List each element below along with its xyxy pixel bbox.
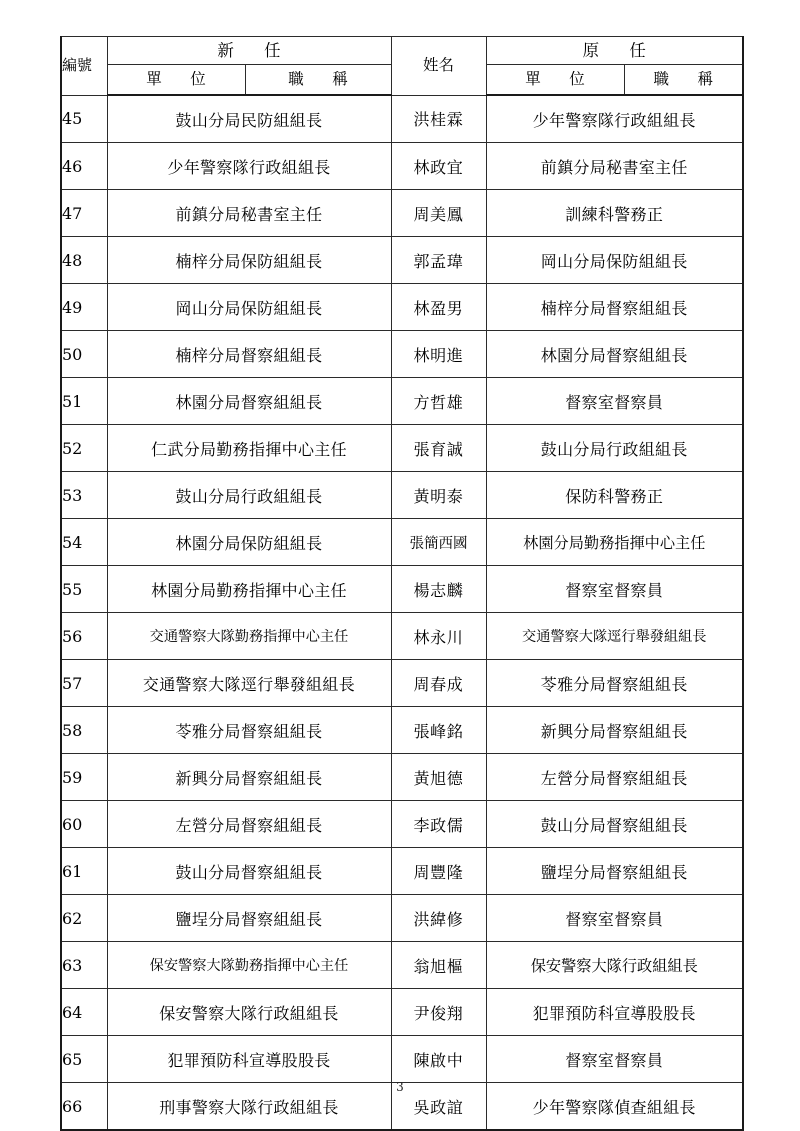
row-number: 57 [61,660,107,707]
row-number: 66 [61,1083,107,1131]
person-name: 楊志麟 [391,566,486,613]
person-name: 黃旭德 [391,754,486,801]
former-assignment: 督察室督察員 [486,895,743,942]
person-name: 張育誠 [391,425,486,472]
row-number: 61 [61,848,107,895]
table-row [61,895,743,942]
new-assignment: 少年警察隊行政組組長 [107,143,391,190]
column-header-id: 編號 [61,37,107,96]
new-assignment: 楠梓分局督察組組長 [107,331,391,378]
new-assignment: 岡山分局保防組組長 [107,284,391,331]
former-assignment: 少年警察隊偵查組組長 [486,1083,743,1131]
column-header-name: 姓名 [391,37,486,96]
new-assignment: 新興分局督察組組長 [107,754,391,801]
former-assignment: 督察室督察員 [486,378,743,425]
former-assignment: 楠梓分局督察組組長 [486,284,743,331]
header-row-groups [61,37,743,65]
column-header-new-unit: 單 位 [107,65,245,96]
new-assignment: 鼓山分局民防組組長 [107,95,391,143]
row-number: 59 [61,754,107,801]
former-assignment: 訓練科警務正 [486,190,743,237]
column-header-new-assignment: 新 任 [107,37,391,65]
former-assignment: 岡山分局保防組組長 [486,237,743,284]
person-name: 張峰銘 [391,707,486,754]
table-row [61,989,743,1036]
person-name: 方哲雄 [391,378,486,425]
table-row [61,660,743,707]
table-row [61,942,743,989]
former-assignment: 新興分局督察組組長 [486,707,743,754]
row-number: 48 [61,237,107,284]
person-name: 洪桂霖 [391,95,486,143]
table-row [61,707,743,754]
former-assignment: 督察室督察員 [486,566,743,613]
new-assignment: 林園分局保防組組長 [107,519,391,566]
row-number: 45 [61,95,107,143]
row-number: 47 [61,190,107,237]
row-number: 63 [61,942,107,989]
person-name: 周美鳳 [391,190,486,237]
former-assignment: 苓雅分局督察組組長 [486,660,743,707]
new-assignment: 刑事警察大隊行政組組長 [107,1083,391,1131]
table-row [61,284,743,331]
table-header [61,37,743,96]
person-name: 林政宜 [391,143,486,190]
table-row [61,190,743,237]
column-header-former-title: 職 稱 [624,65,743,96]
table-row [61,237,743,284]
table-row [61,425,743,472]
table-row [61,95,743,143]
row-number: 60 [61,801,107,848]
row-number: 51 [61,378,107,425]
former-assignment: 交通警察大隊逕行舉發組組長 [486,613,743,660]
row-number: 62 [61,895,107,942]
table-row [61,801,743,848]
new-assignment: 林園分局督察組組長 [107,378,391,425]
person-name: 林永川 [391,613,486,660]
new-assignment: 左營分局督察組組長 [107,801,391,848]
former-assignment: 保安警察大隊行政組組長 [486,942,743,989]
former-assignment: 鹽埕分局督察組組長 [486,848,743,895]
table-row [61,378,743,425]
person-name: 林盈男 [391,284,486,331]
table-body [61,95,743,1130]
new-assignment: 楠梓分局保防組組長 [107,237,391,284]
row-number: 46 [61,143,107,190]
row-number: 53 [61,472,107,519]
table-row [61,472,743,519]
row-number: 58 [61,707,107,754]
person-name: 郭孟瑋 [391,237,486,284]
personnel-roster-table-container [60,36,742,1131]
former-assignment: 少年警察隊行政組組長 [486,95,743,143]
table-row [61,848,743,895]
former-assignment: 林園分局督察組組長 [486,331,743,378]
new-assignment: 保安警察大隊勤務指揮中心主任 [107,942,391,989]
new-assignment: 苓雅分局督察組組長 [107,707,391,754]
column-header-former-assignment: 原 任 [486,37,743,65]
person-name: 李政儒 [391,801,486,848]
row-number: 52 [61,425,107,472]
person-name: 翁旭樞 [391,942,486,989]
person-name: 吳政誼 [391,1083,486,1131]
row-number: 65 [61,1036,107,1083]
column-header-new-title: 職 稱 [245,65,391,96]
new-assignment: 保安警察大隊行政組組長 [107,989,391,1036]
person-name: 周春成 [391,660,486,707]
former-assignment: 鼓山分局督察組組長 [486,801,743,848]
row-number: 54 [61,519,107,566]
new-assignment: 前鎮分局秘書室主任 [107,190,391,237]
new-assignment: 犯罪預防科宣導股股長 [107,1036,391,1083]
person-name: 張簡西國 [391,519,486,566]
table-row [61,754,743,801]
new-assignment: 鼓山分局督察組組長 [107,848,391,895]
new-assignment: 交通警察大隊逕行舉發組組長 [107,660,391,707]
new-assignment: 仁武分局勤務指揮中心主任 [107,425,391,472]
former-assignment: 保防科警務正 [486,472,743,519]
row-number: 64 [61,989,107,1036]
person-name: 尹俊翔 [391,989,486,1036]
personnel-roster-table [60,36,744,1131]
person-name: 周豐隆 [391,848,486,895]
table-row [61,331,743,378]
row-number: 55 [61,566,107,613]
row-number: 56 [61,613,107,660]
former-assignment: 林園分局勤務指揮中心主任 [486,519,743,566]
table-row [61,143,743,190]
row-number: 49 [61,284,107,331]
former-assignment: 前鎮分局秘書室主任 [486,143,743,190]
page-number: 3 [396,1080,404,1094]
row-number: 50 [61,331,107,378]
person-name: 陳啟中 [391,1036,486,1083]
column-header-former-unit: 單 位 [486,65,624,96]
person-name: 黃明泰 [391,472,486,519]
former-assignment: 左營分局督察組組長 [486,754,743,801]
table-row [61,613,743,660]
new-assignment: 林園分局勤務指揮中心主任 [107,566,391,613]
former-assignment: 犯罪預防科宣導股股長 [486,989,743,1036]
table-row [61,1036,743,1083]
former-assignment: 鼓山分局行政組組長 [486,425,743,472]
former-assignment: 督察室督察員 [486,1036,743,1083]
new-assignment: 交通警察大隊勤務指揮中心主任 [107,613,391,660]
person-name: 林明進 [391,331,486,378]
new-assignment: 鹽埕分局督察組組長 [107,895,391,942]
table-row [61,519,743,566]
person-name: 洪緯修 [391,895,486,942]
new-assignment: 鼓山分局行政組組長 [107,472,391,519]
table-row [61,566,743,613]
